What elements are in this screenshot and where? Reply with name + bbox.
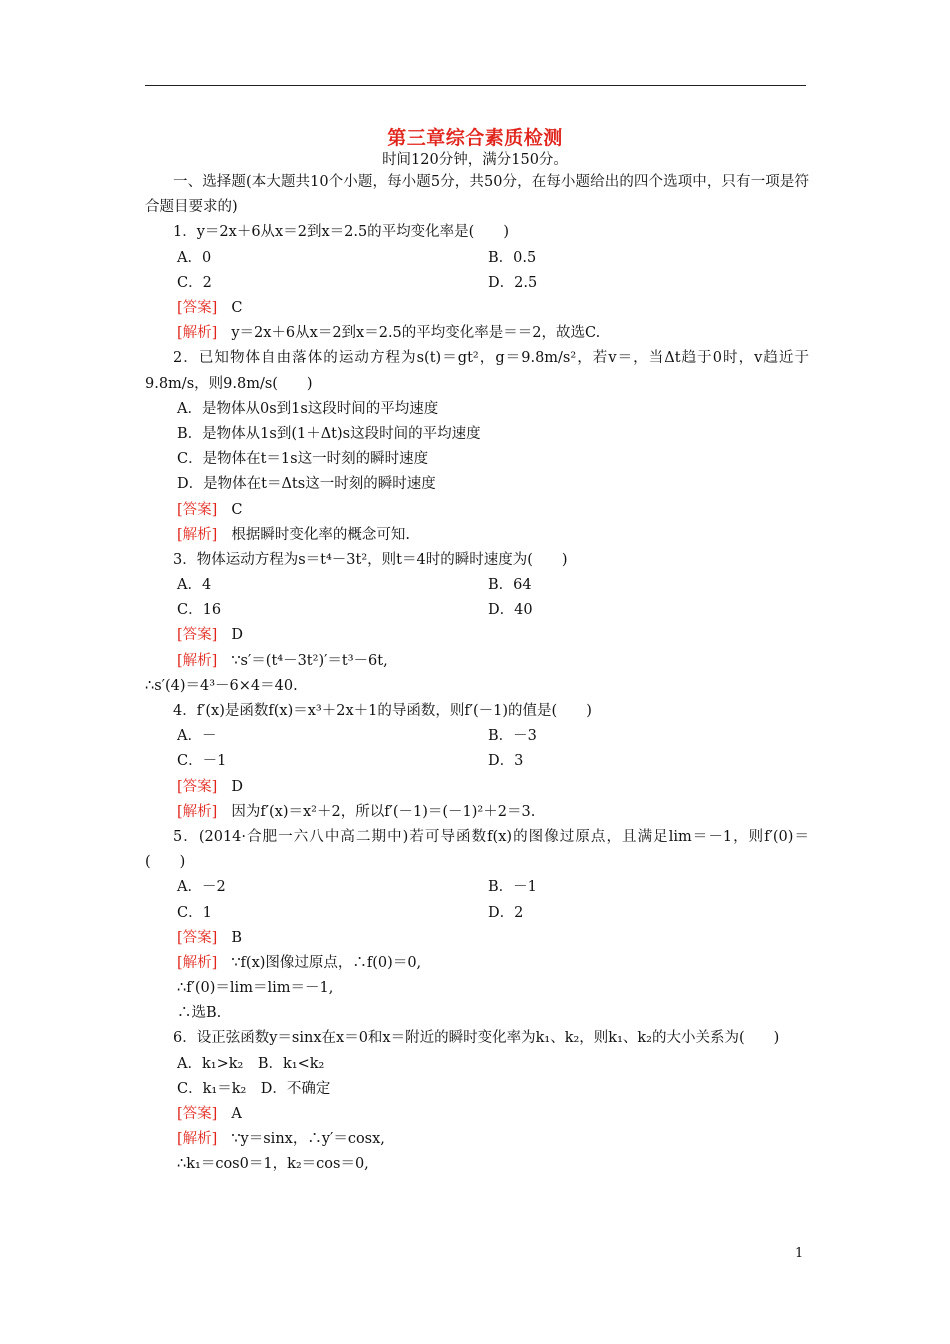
option: B．－1 [488, 879, 537, 896]
question-1-options-row-1 [145, 246, 809, 271]
option: C．1 [177, 904, 212, 921]
option: D．2 [488, 904, 524, 921]
analysis-continuation: ∴k₁＝cos0＝1，k₂＝cos＝0, [177, 1156, 369, 1173]
page-title: 第三章综合素质检测 [387, 127, 563, 149]
document-body [145, 170, 809, 1178]
analysis-continuation: ∴选B. [177, 1005, 222, 1022]
option: A．是物体从0s到1s这段时间的平均速度 [177, 400, 439, 417]
question-4-answer [145, 775, 809, 800]
analysis-continuation: ∴s′(4)＝4³－6×4＝40. [145, 677, 298, 694]
question-1-stem: 1．y＝2x＋6从x＝2到x＝2.5的平均变化率是( ) [173, 224, 509, 241]
analysis-label: [解析] [177, 652, 218, 669]
option: A．4 [177, 577, 212, 594]
answer-label: [答案] [177, 929, 218, 946]
question-3-options-row-1 [145, 573, 809, 598]
option: A．－ [177, 728, 217, 745]
question-6-stem: 6．设正弦函数y＝sinx在x＝0和x＝附近的瞬时变化率为k₁、k₂，则k₁、k₂的大小关系为( ) [173, 1030, 780, 1047]
analysis-label: [解析] [177, 526, 218, 543]
answer-value: D [231, 778, 243, 795]
question-5-stem: 5．(2014·合肥一六八中高二期中)若可导函数f(x)的图像过原点，且满足lim＝－1，则f′(0)＝( ) [145, 828, 809, 871]
question-3-stem: 3．物体运动方程为s＝t⁴－3t²，则t＝4时的瞬时速度为( ) [173, 551, 568, 568]
answer-value: D [231, 627, 243, 644]
analysis-label: [解析] [177, 954, 218, 971]
option: A．－2 [177, 879, 226, 896]
option: D．3 [488, 753, 524, 770]
question-2-analysis [145, 523, 809, 548]
question-5-options-row-1 [145, 875, 809, 900]
header-rule [145, 85, 806, 86]
page-subtitle: 时间120分钟，满分150分。 [382, 152, 568, 168]
question-2-answer [145, 498, 809, 523]
page-number: 1 [795, 1246, 804, 1261]
question-1-analysis [145, 321, 809, 346]
option: A．0 [177, 249, 212, 266]
answer-label: [答案] [177, 627, 218, 644]
answer-label: [答案] [177, 501, 218, 518]
question-4-analysis [145, 800, 809, 825]
question-4-stem: 4．f′(x)是函数f(x)＝x³＋2x＋1的导函数，则f′(－1)的值是( ) [173, 703, 592, 719]
analysis-text: ∵f(x)图像过原点，∴f(0)＝0, [231, 954, 422, 971]
analysis-text: ∵s′＝(t⁴－3t²)′＝t³－6t, [231, 652, 388, 669]
answer-value: C [231, 501, 243, 518]
option-row: A．k₁>k₂ B．k₁<k₂ [177, 1055, 325, 1072]
analysis-text: ∵y＝sinx，∴y′＝cosx, [231, 1131, 385, 1148]
question-4-options-row-1 [145, 724, 809, 749]
option: B．是物体从1s到(1＋Δt)s这段时间的平均速度 [177, 425, 481, 442]
option: B．0.5 [488, 249, 537, 266]
question-3-options-row-2 [145, 598, 809, 623]
question-2-stem: 2．已知物体自由落体的运动方程为s(t)＝gt²，g＝9.8m/s²，若v＝，当Δt趋于0时，v趋近于9.8m/s，则9.8m/s( ) [145, 350, 809, 392]
question-3-answer [145, 623, 809, 648]
analysis-text: y＝2x＋6从x＝2到x＝2.5的平均变化率是＝＝2，故选C. [231, 325, 601, 342]
question-1-options-row-2 [145, 271, 809, 296]
option: B．64 [488, 577, 532, 594]
analysis-text: 根据瞬时变化率的概念可知. [231, 526, 410, 543]
option: D．是物体在t＝Δts这一时刻的瞬时速度 [177, 476, 436, 493]
question-5-options-row-2 [145, 901, 809, 926]
answer-label: [答案] [177, 1106, 218, 1123]
option: D．40 [488, 602, 533, 619]
analysis-label: [解析] [177, 1131, 218, 1148]
answer-label: [答案] [177, 299, 218, 316]
option: C．2 [177, 274, 212, 291]
question-6-analysis [145, 1127, 809, 1152]
question-6-answer [145, 1102, 809, 1127]
answer-value: A [231, 1106, 242, 1123]
answer-value: C [231, 299, 243, 316]
question-5-analysis [145, 951, 809, 976]
analysis-continuation: ∴f′(0)＝lim＝lim＝－1, [177, 980, 334, 997]
option: C．16 [177, 602, 222, 619]
option: D．2.5 [488, 274, 538, 291]
section-intro: 一、选择题(本大题共10个小题，每小题5分，共50分，在每小题给出的四个选项中，只有一项是符合题目要求的) [145, 174, 809, 216]
option: C．－1 [177, 753, 227, 770]
option-row: C．k₁＝k₂ D．不确定 [177, 1080, 331, 1097]
option: C．是物体在t＝1s这一时刻的瞬时速度 [177, 451, 429, 468]
question-3-analysis [145, 649, 809, 674]
answer-label: [答案] [177, 778, 218, 795]
analysis-label: [解析] [177, 325, 218, 342]
question-5-answer [145, 926, 809, 951]
question-1-answer [145, 296, 809, 321]
analysis-label: [解析] [177, 803, 218, 820]
answer-value: B [231, 929, 242, 946]
option: B．－3 [488, 728, 537, 745]
question-4-options-row-2 [145, 749, 809, 774]
analysis-text: 因为f′(x)＝x²＋2，所以f′(－1)＝(－1)²＋2＝3. [231, 803, 536, 820]
